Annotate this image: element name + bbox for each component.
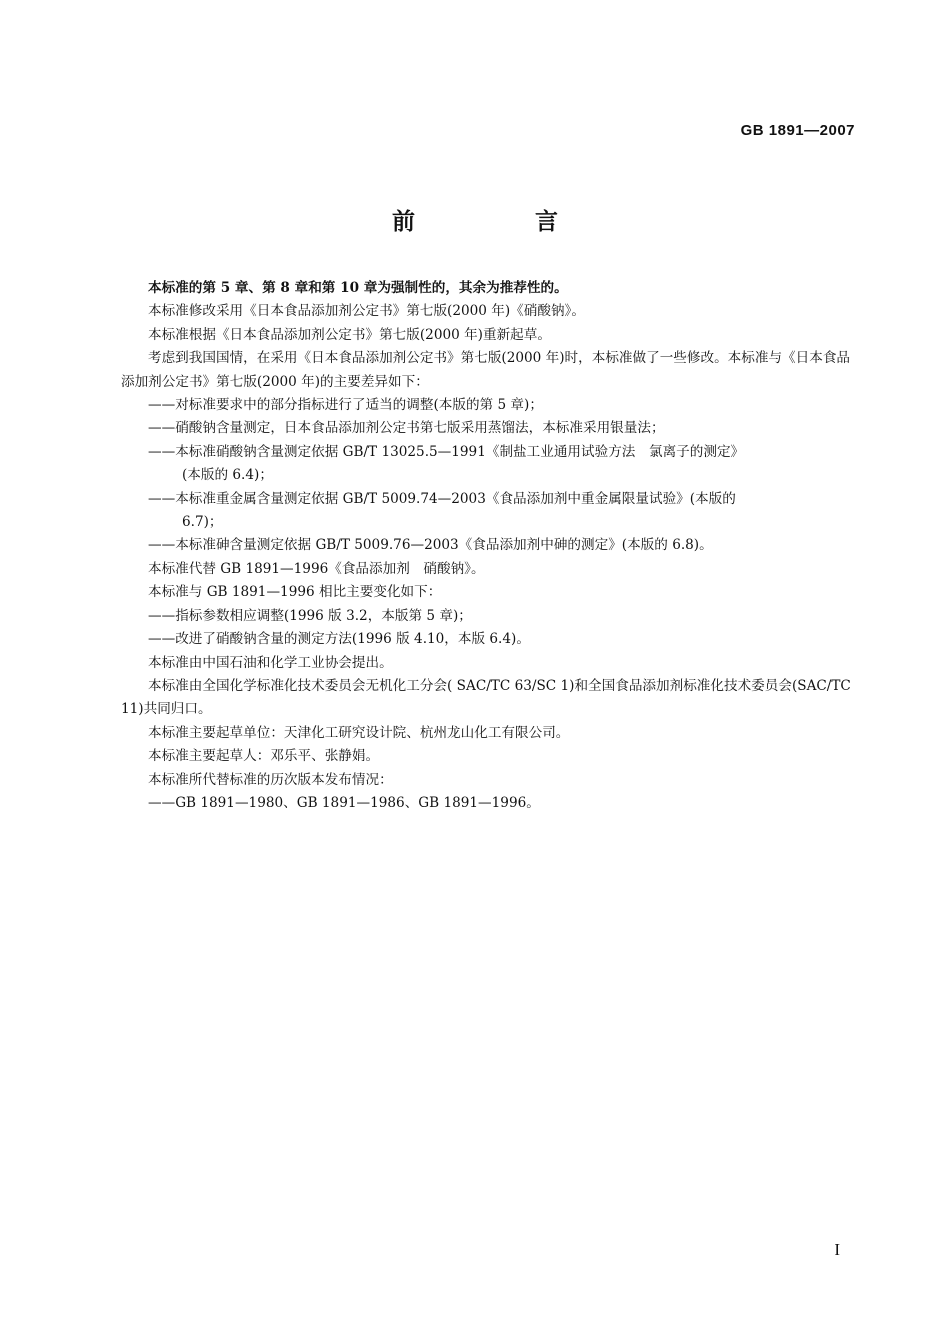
list-item-text: ——本标准重金属含量测定依据 GB/T 5009.74—2003《食品添加剂中重金属限量试验》(本版的 (148, 490, 736, 507)
paragraph-under-jurisdiction: 本标准由全国化学标准化技术委员会无机化工分会( SAC/TC 63/SC 1)和全国食品添加剂标准化技术委员会(SAC/TC 11)共同归口。 (121, 677, 851, 718)
paragraph-proposed-by: 本标准由中国石油和化学工业协会提出。 (148, 654, 393, 671)
paragraph-drafters: 本标准主要起草人：邓乐平、张静娟。 (148, 748, 380, 765)
list-item-continuation: (本版的 6.4)； (182, 467, 273, 484)
page-number: I (834, 1240, 840, 1259)
list-item-difference: ——硝酸钠含量测定，日本食品添加剂公定书第七版采用蒸馏法，本标准采用银量法； (148, 420, 665, 437)
page-title: 前 言 (391, 209, 614, 235)
paragraph-history-intro: 本标准所代替标准的历次版本发布情况： (148, 771, 393, 788)
paragraph-drafting-basis: 本标准根据《日本食品添加剂公定书》第七版(2000 年)重新起草。 (148, 326, 551, 343)
foreword-body (121, 277, 861, 815)
paragraph-differences-intro: 考虑到我国国情，在采用《日本食品添加剂公定书》第七版(2000 年)时，本标准做了一些修改。本标准与《日本食品添加剂公定书》第七版(2000 年)的主要差异如下： (121, 350, 851, 390)
paragraph-adoption: 本标准修改采用《日本食品添加剂公定书》第七版(2000 年)《硝酸钠》。 (148, 303, 585, 320)
list-item-difference: ——本标准砷含量测定依据 GB/T 5009.76—2003《食品添加剂中砷的测定》(本版的 6.8)。 (148, 537, 713, 554)
paragraph-replaces: 本标准代替 GB 1891—1996《食品添加剂 硝酸钠》。 (148, 560, 485, 577)
list-item-change: ——改进了硝酸钠含量的测定方法(1996 版 4.10，本版 6.4)。 (148, 631, 530, 648)
list-item-difference (121, 488, 861, 535)
paragraph-mandatory-clause: 本标准的第 5 章、第 8 章和第 10 章为强制性的，其余为推荐性的。 (148, 280, 568, 296)
list-item-continuation: 6.7)； (182, 514, 223, 531)
list-item-difference: ——对标准要求中的部分指标进行了适当的调整(本版的第 5 章)； (148, 397, 543, 414)
list-item-text: ——本标准硝酸钠含量测定依据 GB/T 13025.5—1991《制盐工业通用试验方法 氯离子的测定》 (148, 443, 745, 460)
list-item-difference (121, 441, 861, 488)
list-item-history: ——GB 1891—1980、GB 1891—1986、GB 1891—1996。 (148, 794, 540, 811)
list-item-change: ——指标参数相应调整(1996 版 3.2，本版第 5 章)； (148, 607, 472, 624)
paragraph-drafting-units: 本标准主要起草单位：天津化工研究设计院、杭州龙山化工有限公司。 (148, 724, 570, 741)
standard-code: GB 1891—2007 (740, 122, 855, 139)
paragraph-changes-intro: 本标准与 GB 1891—1996 相比主要变化如下： (148, 584, 442, 601)
